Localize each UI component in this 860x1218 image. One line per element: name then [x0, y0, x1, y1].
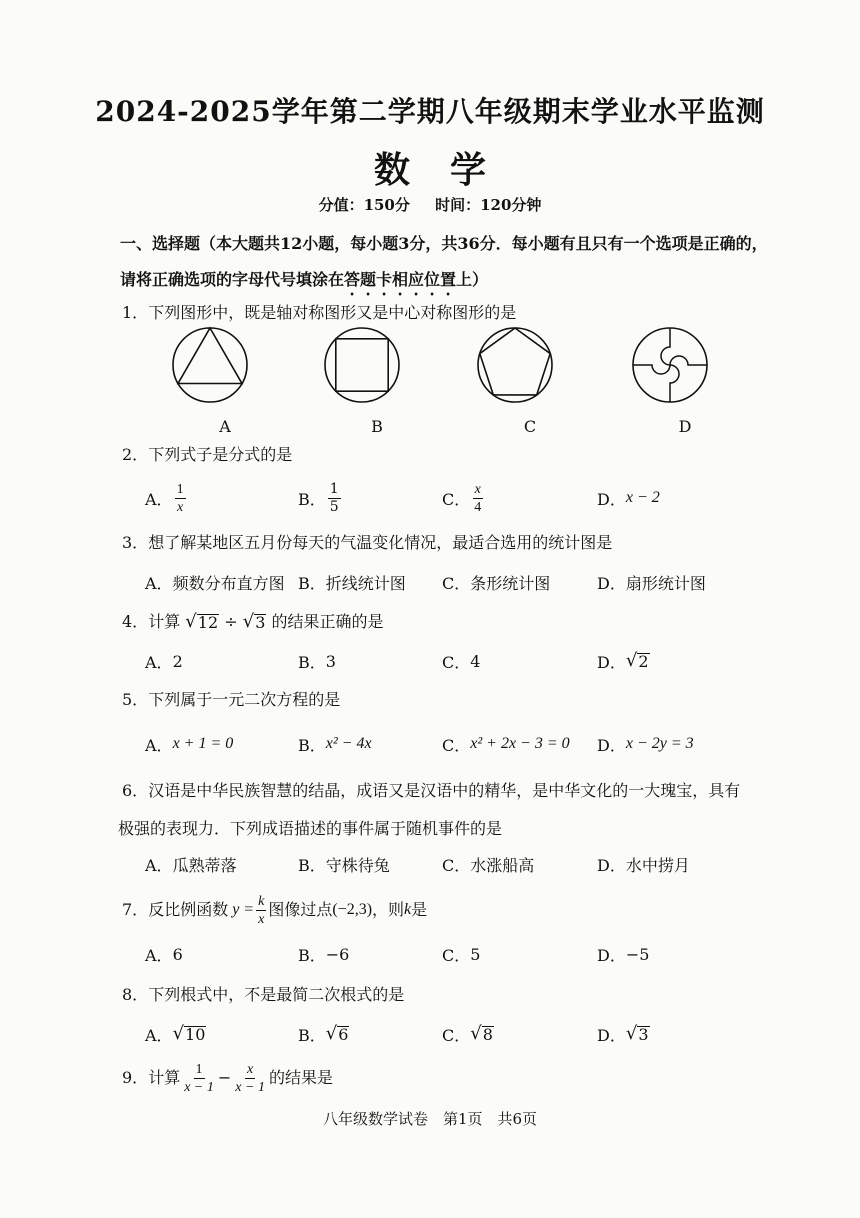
section-intro: 一、选择题（本大题共12小题，每小题3分，共36分．每小题有且只有一个选项是正确的，请将正确选项的字母代号填涂在: [120, 234, 768, 289]
question-number: 3．: [122, 533, 149, 552]
question-number: 2．: [122, 445, 149, 464]
question-stem: 下列图形中，既是轴对称图形又是中心对称图形的是: [148, 303, 517, 322]
figure-label: B: [371, 417, 383, 436]
question-6: 6．汉语是中华民族智慧的结晶，成语又是汉语中的精华，是中华文化的一大瑰宝，具有 极强的表现力．下列成语描述的事件属于随机事件的是: [118, 781, 741, 838]
sqrt-expression: √ 3: [242, 611, 266, 632]
question-2: [122, 440, 782, 470]
option-c: C． √ 8: [442, 1023, 493, 1045]
exam-meta: [0, 194, 860, 215]
circle-inscribed-pentagon-icon: [475, 325, 555, 405]
question-4-options: [145, 641, 785, 681]
option-d: D． x − 2y = 3: [597, 735, 694, 755]
question-number: 1．: [122, 303, 149, 322]
option-c: C． x² + 2x − 3 = 0: [442, 735, 570, 755]
fraction: $\frac{1}{5}$: [329, 480, 339, 515]
option-c: C． 水涨船高: [442, 855, 535, 875]
question-8: [122, 980, 782, 1010]
option-d: D． x − 2: [597, 489, 660, 509]
time-label: 时间：120分钟: [435, 196, 542, 214]
question-7: 7． 反比例函数 y = $\frac{k}{x}$ 图像过点 (−2,3) ，则 k 是: [122, 893, 428, 927]
option-a: A． $\frac{1}{x}$: [145, 481, 184, 515]
option-a: A． 6: [145, 944, 183, 965]
figure-label: A: [219, 417, 231, 436]
option-d: D． 扇形统计图: [597, 573, 706, 593]
option-a: A． 频数分布直方图: [145, 573, 285, 593]
circle-pinwheel-icon: [630, 325, 710, 405]
section-heading: [120, 226, 780, 299]
section-emphasis: 答题卡相应位置: [344, 270, 457, 289]
question-5-options: [145, 724, 785, 764]
question-1-figures: [120, 325, 760, 440]
option-d: D． 水中捞月: [597, 855, 690, 875]
question-7-options: [145, 934, 785, 974]
fraction: $\frac{x}{x - 1}$: [235, 1061, 265, 1095]
figure-d: [630, 325, 740, 436]
question-stem: 下列式子是分式的是: [148, 445, 293, 464]
question-stem: 想了解某地区五月份每天的气温变化情况，最适合选用的统计图是: [148, 533, 613, 552]
question-2-options: [145, 478, 785, 518]
sqrt-expression: √ 2: [625, 650, 649, 671]
option-c: C． 4: [442, 651, 481, 672]
question-1: [122, 298, 782, 328]
section-tail: 上）: [456, 270, 489, 289]
option-d: D． √ 2: [597, 650, 649, 672]
question-6-options: [145, 844, 785, 884]
sqrt-expression: √ 10: [172, 1023, 206, 1044]
circle-inscribed-square-icon: [322, 325, 402, 405]
option-b: B． $\frac{1}{5}$: [298, 480, 339, 515]
question-8-options: [145, 1014, 785, 1054]
fraction: $\frac{1}{x - 1}$: [184, 1061, 214, 1095]
option-a: A． 2: [145, 651, 183, 672]
option-b: B． x² − 4x: [298, 735, 372, 755]
exam-title: 2024-2025学年第二学期八年级期末学业水平监测: [95, 95, 765, 128]
option-c: C． 5: [442, 944, 481, 965]
sqrt-expression: √ 12: [185, 611, 219, 632]
option-a: A． 瓜熟蒂落: [145, 855, 237, 875]
question-number: 8．: [122, 985, 149, 1004]
question-number: 7．: [122, 900, 149, 919]
option-b: B． √ 6: [298, 1023, 349, 1045]
question-5: [122, 685, 782, 715]
question-number: 6．: [122, 781, 149, 800]
option-b: B． 守株待兔: [298, 855, 390, 875]
question-3: [122, 528, 782, 558]
option-a: A． x + 1 = 0: [145, 735, 234, 755]
question-number: 9．: [122, 1068, 149, 1087]
score-label: 分值：150分: [318, 196, 410, 214]
subject-title: 数学: [373, 149, 526, 191]
option-c: C． 条形统计图: [442, 573, 551, 593]
sqrt-expression: √ 6: [325, 1023, 349, 1044]
option-b: B． 3: [298, 651, 336, 672]
option-a: A． √ 10: [145, 1023, 206, 1045]
option-b: B． 折线统计图: [298, 573, 406, 593]
option-d: D． −5: [597, 944, 650, 965]
question-9: 9． 计算 $\frac{1}{x - 1}$ − $\frac{x}{x - 1}$ 的结果是: [122, 1061, 333, 1095]
question-stem: 下列属于一元二次方程的是: [148, 690, 341, 709]
option-c: C． $\frac{x}{4}$: [442, 481, 482, 515]
figure-c: [475, 325, 585, 436]
sqrt-expression: √ 8: [470, 1023, 493, 1044]
fraction: $\frac{x}{4}$: [474, 481, 482, 515]
figure-label: C: [523, 417, 537, 436]
option-b: B． −6: [298, 944, 350, 965]
question-3-options: [145, 562, 785, 602]
option-d: D． √ 3: [597, 1023, 649, 1045]
question-stem: 下列根式中，不是最简二次根式的是: [148, 985, 405, 1004]
question-4: 4．计算 √ 12 ÷ √ 3 的结果正确的是: [122, 611, 384, 632]
question-number: 5．: [122, 690, 149, 709]
figure-a: [170, 325, 280, 436]
question-number: 4．: [122, 612, 149, 631]
circle-inscribed-triangle-icon: [170, 325, 250, 405]
sqrt-expression: √ 3: [625, 1023, 649, 1044]
figure-b: [322, 325, 432, 436]
page-footer: 八年级数学试卷 第1页 共6页: [322, 1110, 538, 1128]
fraction: $\frac{1}{x}$: [176, 481, 184, 515]
figure-label: D: [678, 417, 692, 436]
fraction: $\frac{k}{x}$: [258, 893, 265, 927]
